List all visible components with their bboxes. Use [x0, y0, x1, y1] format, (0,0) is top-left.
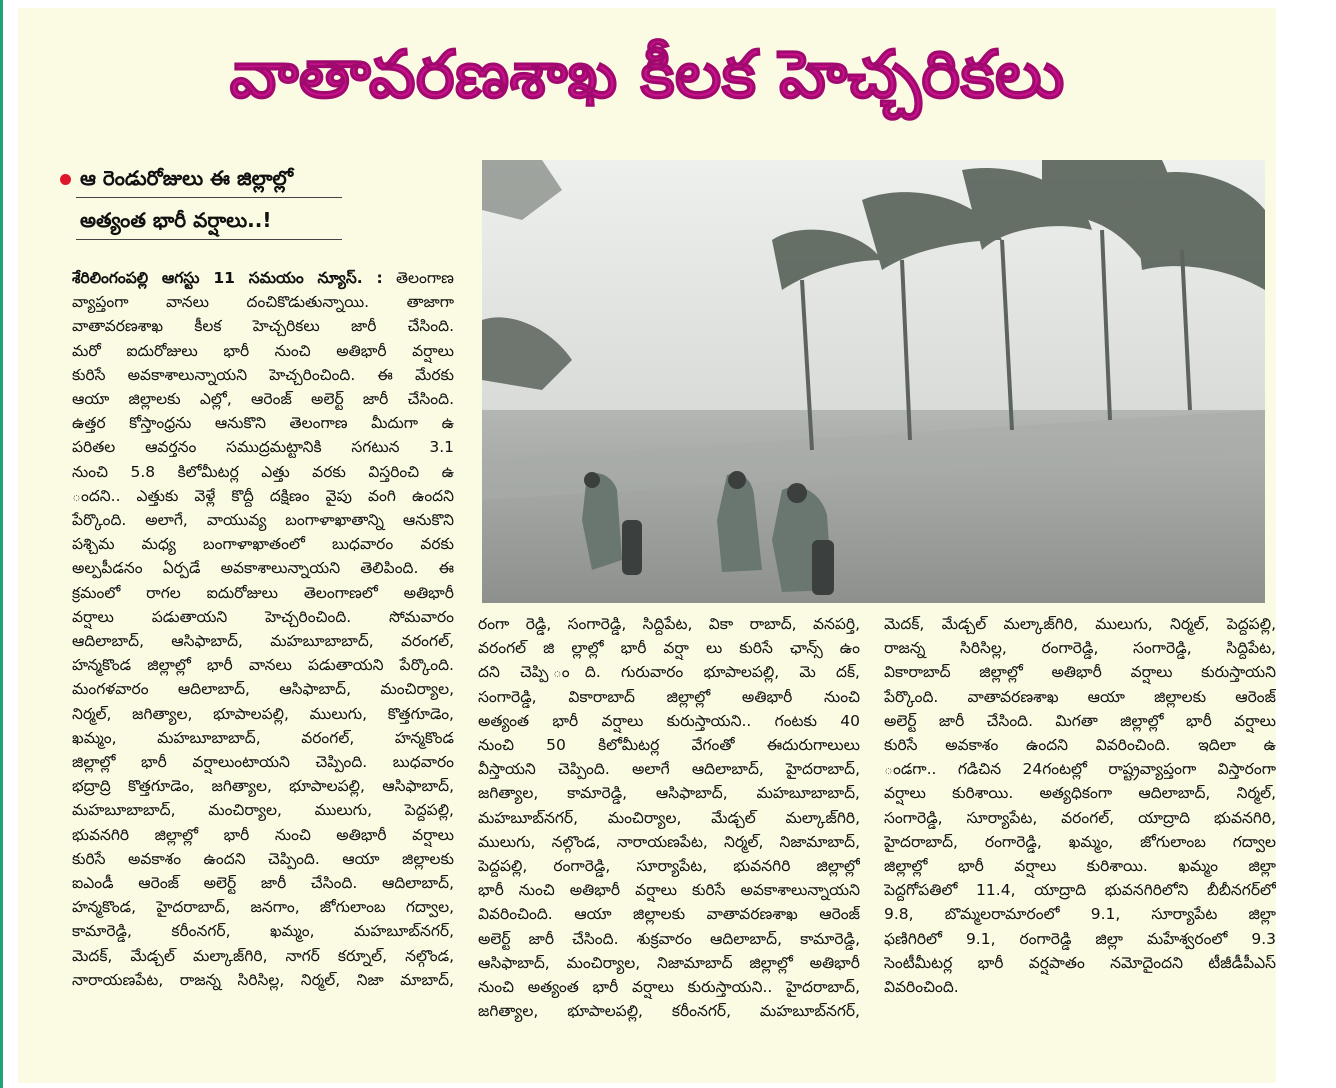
col3-line: హైదరాబాద్, రంగారెడ్డి, ఖమ్మం, జోగులాంబ గద్వాల — [884, 832, 1276, 851]
col1-line: వ్యాప్తంగా వానలు దంచికొడుతున్నాయి. తాజాగా — [72, 293, 454, 312]
col2-line: నుంచి అత్యంత భారీ వర్షాలు కురుస్తాయని.. హైదరాబాద్, — [478, 978, 860, 997]
left-edge-bar — [0, 0, 3, 1088]
col1-line: జిల్లాల్లో భారీ వర్షాలుంటాయని చెప్పింది. బుధవారం — [72, 753, 454, 772]
subhead-line-2: అత్యంత భారీ వర్షాలు..! — [80, 208, 272, 232]
col3-line: కురిసే అవకాశం ఉందని వివరించింది. ఇదిలా ఉ — [884, 736, 1276, 755]
col3-line: పేర్కొంది. వాతావరణశాఖ ఆయా జిల్లాలకు ఆరెంజ్ — [884, 687, 1276, 706]
col1-line: మెదక్, మేడ్చల్ మల్కాజ్‌గిరి, నాగర్ కర్నూల్, నల్గొండ, — [72, 946, 454, 965]
col3-line: వివరించింది. — [884, 978, 959, 997]
subhead-underline-1 — [76, 197, 342, 198]
col3-line: ండగా.. గడిచిన 24గంటల్లో రాష్ట్రవ్యాప్తంగా విస్తారంగా — [884, 760, 1276, 779]
col2-line: ఆసిఫాబాద్, మంచిర్యాల, నిజామాబాద్ జిల్లాల్లో అతిభారీ — [478, 953, 860, 972]
subhead-underline-2 — [76, 239, 342, 240]
col3-line: ఫణిగిరిలో 9.1, రంగారెడ్డి జిల్లా మహేశ్వరంలో 9.3 — [884, 929, 1276, 948]
col1-line: పశ్చిమ మధ్య బంగాళాఖాతంలో బుధవారం వరకు — [72, 535, 454, 554]
subhead-1-text: ఆ రెండురోజులు ఈ జిల్లాల్లో — [80, 166, 294, 190]
col1-line: కురిసే అవకాశం ఉందని చెప్పింది. ఆయా జిల్లాలకు — [72, 849, 454, 868]
col1-line: ఆదిలాబాద్, ఆసిఫాబాద్, మహబూబాబాద్, వరంగల్, — [72, 632, 454, 651]
col1-line: భద్రాద్రి కొత్తగూడెం, జగిత్యాల, భూపాలపల్లి, ఆసిఫాబాద్, — [72, 777, 454, 796]
column-3 — [884, 612, 1276, 999]
col1-line: వర్షాలు పడుతాయని హెచ్చరించింది. సోమవారం — [72, 607, 454, 626]
col1-line: నుంచి 5.8 కిలోమీటర్ల ఎత్తు వరకు విస్తరించి ఉ — [72, 462, 454, 481]
col1-line: తెలంగాణ — [396, 269, 454, 287]
col2-line: దని చెప్పి ంది. గురువారం భూపాలపల్లి, మె దక్, — [478, 663, 860, 682]
col3-line: సెంటీమీటర్ల భారీ వర్షపాతం నమోదైందని టీజీడీపీఎస్ — [884, 953, 1276, 972]
col1-line: పేర్కొంది. అలాగే, వాయువ్య బంగాళాఖాతాన్ని ఆనుకొని — [72, 511, 454, 530]
col2-line: నుంచి 50 కిలోమీటర్ల వేగంతో ఈదురుగాలులు — [478, 736, 860, 755]
col1-line: నారాయణపేట, రాజన్న సిరిసిల్ల, నిర్మల్, నిజా మాబాద్, — [72, 970, 454, 989]
col1-line: భువనగిరి జిల్లాల్లో భారీ నుంచి అతిభారీ వర్షాలు — [72, 825, 454, 844]
col1-line: మహబూబాబాద్, మంచిర్యాల, ములుగు, పెద్దపల్లి, — [72, 801, 454, 820]
col1-line: వాతావరణశాఖ కీలక హెచ్చరికలు జారీ చేసింది. — [72, 317, 454, 336]
storm-photo — [482, 160, 1265, 603]
col1-line: పరితల ఆవర్తనం సముద్రమట్టానికి సగటున 3.1 — [72, 438, 454, 457]
col1-line: అల్పపీడనం ఏర్పడే అవకాశాలున్నాయని తెలిపింది. ఈ — [72, 559, 454, 578]
col3-line: వర్షాలు కురిశాయి. అత్యధికంగా ఆదిలాబాద్, నిర్మల్, — [884, 784, 1276, 803]
col3-line: రాజన్న సిరిసిల్ల, రంగారెడ్డి, సంగారెడ్డి, సిద్దిపేట, — [884, 639, 1276, 658]
col1-line: క్రమంలో రాగల ఐదురోజులు తెలంగాణలో అతిభారీ — [72, 583, 454, 602]
dateline: శేరిలింగంపల్లి ఆగస్టు 11 సమయం న్యూస్. : — [72, 269, 383, 287]
col1-line: మరో ఐదురోజులు భారీ నుంచి అతిభారీ వర్షాలు — [72, 341, 454, 360]
col2-line: జగిత్యాల, కామారెడ్డి, ఆసిఫాబాద్, మహబూబాబాద్, — [478, 784, 860, 803]
headline: వాతావరణశాఖ కీలక హెచ్చరికలు — [229, 36, 1065, 113]
column-1 — [72, 266, 454, 992]
col1-line: ఉత్తర కోస్తాంధ్రను ఆనుకొని తెలంగాణ మీదుగా ఉ — [72, 414, 454, 433]
col2-line: వివరించింది. ఆయా జిల్లాలకు వాతావరణశాఖ ఆరెంజ్ — [478, 905, 860, 924]
col1-line: ందని.. ఎత్తుకు వెళ్లే కొద్దీ దక్షిణం వైపు వంగి ఉందని — [72, 486, 454, 505]
subhead-line-1 — [60, 166, 293, 195]
col1-line: కురిసే అవకాశాలున్నాయని హెచ్చరించింది. ఈ మేరకు — [72, 365, 454, 384]
col2-line: అలెర్ట్ జారీ చేసింది. శుక్రవారం ఆదిలాబాద్, కామారెడ్డి, — [478, 929, 860, 948]
col1-line: ఆయా జిల్లాలకు ఎల్లో, ఆరెంజ్ అలెర్ట్ జారీ చేసింది. — [72, 390, 454, 409]
col1-line: ఖమ్మం, మహబూబాబాద్, వరంగల్, హన్మకొండ — [72, 728, 454, 747]
col3-line: అలెర్ట్ జారీ చేసింది. మిగతా జిల్లాల్లో భారీ వర్షాలు — [884, 711, 1276, 730]
col2-line: భారీ నుంచి అతిభారీ వర్షాలు కురిసే అవకాశాలున్నాయని — [478, 881, 860, 900]
newspaper-clipping — [18, 8, 1276, 1083]
col2-line: పెద్దపల్లి, రంగారెడ్డి, సూర్యాపేట, భువనగిరి జిల్లాల్లో — [478, 857, 860, 876]
col1-line: నిర్మల్, జగిత్యాల, భూపాలపల్లి, ములుగు, కొత్తగూడెం, — [72, 704, 454, 723]
col1-line: ఐఎండీ ఆరెంజ్ అలెర్ట్ జారీ చేసింది. ఆదిలాబాద్, — [72, 874, 454, 893]
col3-line: వికారాబాద్ జిల్లాల్లో అతిభారీ వర్షాలు కురుస్తాయని — [884, 663, 1276, 682]
col2-line: మహబూబ్‌నగర్, మంచిర్యాల, మేడ్చల్ మల్కాజ్‌గిరి, — [478, 808, 860, 827]
col3-line: సంగారెడ్డి, సూర్యాపేట, వరంగల్, యాద్రాది భువనగిరి, — [884, 808, 1276, 827]
col3-line: 9.8, బొమ్మలరామారంలో 9.1, సూర్యాపేట జిల్లా — [884, 905, 1276, 924]
col1-line: కామారెడ్డి, కరీంనగర్, ఖమ్మం, మహబూబ్‌నగర్, — [72, 922, 454, 941]
col2-line: ములుగు, నల్గొండ, నారాయణపేట, నిర్మల్, నిజామాబాద్, — [478, 832, 860, 851]
col1-line: హన్మకొండ జిల్లాల్లో భారీ వానలు పడుతాయని పేర్కొంది. — [72, 656, 454, 675]
col2-line: అత్యంత భారీ వర్షాలు కురుస్తాయని.. గంటకు 40 — [478, 711, 860, 730]
col1-line: మంగళవారం ఆదిలాబాద్, ఆసిఫాబాద్, మంచిర్యాల, — [72, 680, 454, 699]
col3-line: పెద్దగోపతిలో 11.4, యాద్రాది భువనగిరిలోని బీబీనగర్‌లో — [884, 881, 1276, 900]
col3-line: జిల్లాల్లో భారీ వర్షాలు కురిశాయి. ఖమ్మం జిల్లా — [884, 857, 1276, 876]
col2-line: వీస్తాయని చెప్పింది. అలాగే ఆదిలాబాద్, హైదరాబాద్, — [478, 760, 860, 779]
col2-line: సంగారెడ్డి, వికారాబాద్ జిల్లాల్లో అతిభారీ నుంచి — [478, 687, 860, 706]
column-2 — [478, 612, 860, 1023]
storm-photo-image — [482, 160, 1265, 603]
col2-line: వరంగల్ జి ల్లాల్లో భారీ వర్షా లు కురిసే ఛాన్స్ ఉం — [478, 639, 860, 658]
col2-line: రంగా రెడ్డి, సంగారెడ్డి, సిద్దిపేట, వికా రాబాద్, వనపర్తి, — [478, 615, 860, 633]
col1-line: హన్మకొండ, హైదరాబాద్, జనగాం, జోగులాంబ గద్వాల, — [72, 898, 454, 917]
col3-line: మెదక్, మేడ్చల్ మల్కాజ్‌గిరి, ములుగు, నిర్మల్, పెద్దపల్లి, — [884, 615, 1276, 633]
col2-line: జగిత్యాల, భూపాలపల్లి, కరీంనగర్, మహబూబ్‌నగర్, — [478, 1002, 860, 1021]
